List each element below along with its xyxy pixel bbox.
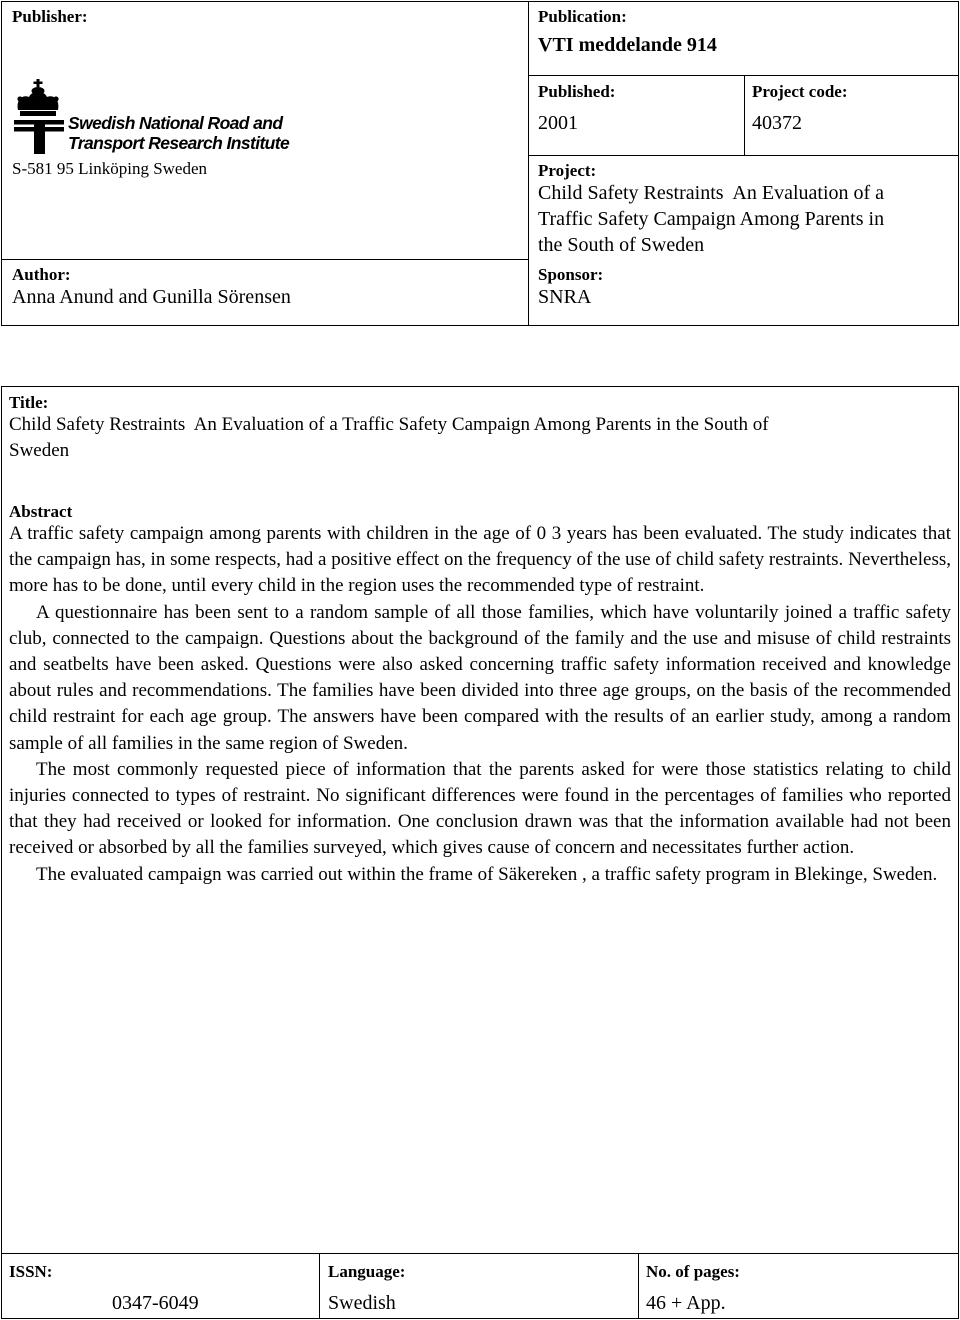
publisher-address: S-581 95 Linköping Sweden xyxy=(12,159,208,178)
project-line2: Traffic Safety Campaign Among Parents in xyxy=(538,208,885,230)
author-divider xyxy=(1,259,529,260)
published-label: Published: xyxy=(538,82,616,101)
author-value: Anna Anund and Gunilla Sörensen xyxy=(12,286,291,308)
sponsor-value: SNRA xyxy=(538,286,592,308)
project-line1: Child Safety Restraints An Evaluation of a xyxy=(538,182,885,204)
org-name-line1: Swedish National Road and xyxy=(68,113,283,133)
abstract-body xyxy=(9,521,951,888)
title-line1: Child Safety Restraints An Evaluation of a Traffic Safety Campaign Among Parents in the South of xyxy=(9,414,769,435)
title-label: Title: xyxy=(9,393,49,412)
pages-value: 46 + App. xyxy=(646,1292,726,1314)
issn-value: 0347-6049 xyxy=(112,1292,199,1314)
published-value: 2001 xyxy=(538,112,578,134)
language-value: Swedish xyxy=(328,1292,396,1314)
abstract-paragraph: A questionnaire has been sent to a random sample of all those families, which have voluntarily joined a traffic safety club, connected to the campaign. Questions about the background of the family and the use and misuse of child restraints and seatbelts have been asked. Questions were also asked concerning traffic safety information received and knowledge about rules and recommendations. The families have been divided into three age groups, on the basis of the recommended child restraint for each age group. The answers have been compared with the results of an earlier study, among a random sample of all families in the same region of Sweden. xyxy=(9,601,951,754)
project-code-value: 40372 xyxy=(752,112,802,134)
crown-t-icon xyxy=(12,78,68,156)
publisher-label: Publisher: xyxy=(12,7,88,26)
publication-value: VTI meddelande 914 xyxy=(538,34,717,56)
author-label: Author: xyxy=(12,265,71,284)
pages-label: No. of pages: xyxy=(646,1262,740,1281)
sponsor-label: Sponsor: xyxy=(538,265,604,284)
org-name-line2: Transport Research Institute xyxy=(68,133,290,153)
language-label: Language: xyxy=(328,1262,406,1281)
publication-label: Publication: xyxy=(538,7,627,26)
abstract-paragraph: A traffic safety campaign among parents with children in the age of 0 3 years has been evaluated. The study indicates that the campaign has, in some respects, had a positive effect on the frequency of the use of child safety restraints. Nevertheless, more has to be done, until every child in the region uses the recommended type of restraint. xyxy=(9,523,951,597)
abstract-paragraph: The most commonly requested piece of information that the parents asked for were those statistics relating to child injuries connected to types of restraint. No significant differences were found in the percentages of families who reported that they had received or looked for information. One conclusion drawn was that the information available had not been received or absorbed by all the families surveyed, which gives cause of concern and necessitates further action. xyxy=(9,758,951,859)
project-code-label: Project code: xyxy=(752,82,848,101)
abstract-label: Abstract xyxy=(9,502,73,521)
project-label: Project: xyxy=(538,161,597,180)
vti-logo xyxy=(12,78,302,158)
abstract-paragraph: The evaluated campaign was carried out within the frame of Säkereken , a traffic safety program in Blekinge, Sweden. xyxy=(36,863,938,885)
project-line3: the South of Sweden xyxy=(538,234,705,256)
title-line2: Sweden xyxy=(9,440,70,461)
issn-label: ISSN: xyxy=(9,1262,53,1281)
